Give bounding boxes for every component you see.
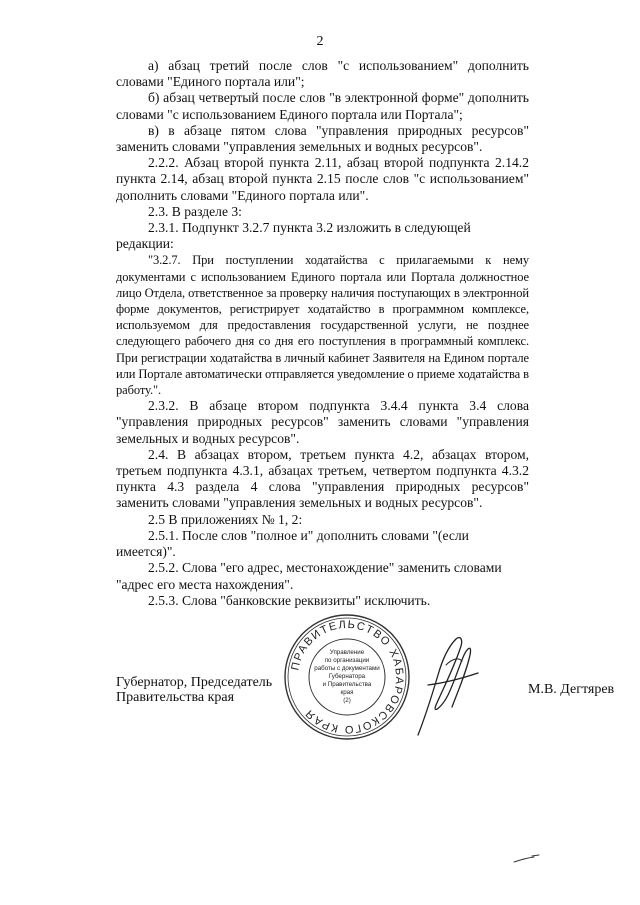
seal-inner-line: края — [340, 689, 354, 696]
paragraph: 2.5.1. После слов "полное и" дополнить словами "(если имеется)". — [116, 527, 469, 560]
signatory-position-line: Правительства края — [116, 690, 235, 705]
paragraph: б) абзац четвертый после слов "в электронной форме" дополнить словами "с использованием Единого портала или Портала"; — [116, 90, 529, 122]
paragraph: 2.5.2. Слова "его адрес, местонахождение" заменить словами "адрес его места нахождения". — [116, 560, 502, 592]
seal-inner-line: по организации — [324, 657, 370, 664]
document-body — [116, 58, 529, 609]
seal-outer-text: ПРАВИТЕЛЬСТВО ХАБАРОВСКОГО КРАЯ — [289, 618, 406, 736]
seal-inner-line: работы с документами — [314, 665, 380, 672]
paragraph: в) в абзаце пятом слова "управления природных ресурсов" заменить словами "управления земельных и водных ресурсов". — [116, 122, 529, 155]
ink-mark — [512, 852, 542, 864]
paragraph: 2.4. В абзацах втором, третьем пункта 4.2, абзацах втором, третьем подпункта 4.3.1, абзацах третьем, четвертом подпункта 4.3.2 пункта 4.3 раздела 4 слова "управления природных ресурсов" заменить словами "управления земельных и водных ресурсов". — [116, 446, 529, 511]
seal-inner-line: Губернатора — [328, 673, 366, 680]
page-number: 2 — [316, 34, 324, 49]
signatory-position-line: Губернатор, Председатель — [116, 675, 273, 690]
handwritten-signature — [398, 625, 488, 745]
paragraph: 2.3.1. Подпункт 3.2.7 пункта 3.2 изложить в следующей редакции: — [116, 220, 471, 252]
seal-inner-line: (2) — [343, 697, 351, 704]
signature-icon — [398, 625, 488, 745]
paragraph: 2.3.2. В абзаце втором подпункта 3.4.4 пункта 3.4 слова "управления природных ресурсов" заменить словами "управления земельных и водных ресурсов". — [116, 398, 529, 446]
signatory-position — [116, 675, 272, 705]
paragraph-quoted-amendment: "3.2.7. При поступлении ходатайства с прилагаемыми к нему документами с использованием Единого портала или Портала должностное лицо Отдела, ответственное за проверку наличия поступающих в электронной форме документов, регистрирует ходатайство в программном комплексе, используемом для предоставления государственной услуги, не позднее следующего рабочего дня со дня его поступления в программный комплекс. При регистрации ходатайства в личный кабинет Заявителя на Едином портале или Портале автоматически отправляется уведомление о приеме ходатайства в работу.". — [116, 253, 529, 398]
paragraph: 2.3. В разделе 3: — [148, 203, 242, 219]
paragraph: 2.2.2. Абзац второй пункта 2.11, абзац второй подпункта 2.14.2 пункта 2.14, абзац второй пункта 2.15 после слов "с использованием" дополнить словами "Единого портала или". — [116, 155, 529, 203]
seal-icon — [282, 612, 412, 742]
paragraph: 2.5.3. Слова "банковские реквизиты" исключить. — [148, 592, 431, 608]
official-seal — [282, 612, 412, 742]
seal-inner-line: Управление — [329, 649, 365, 656]
signatory-name: М.В. Дегтярев — [528, 682, 615, 697]
paragraph: а) абзац третий после слов "с использованием" дополнить словами "Единого портала или"; — [116, 58, 529, 90]
seal-inner-line: и Правительства — [322, 681, 372, 688]
paragraph: 2.5 В приложениях № 1, 2: — [148, 511, 303, 527]
ink-mark-icon — [512, 853, 542, 865]
